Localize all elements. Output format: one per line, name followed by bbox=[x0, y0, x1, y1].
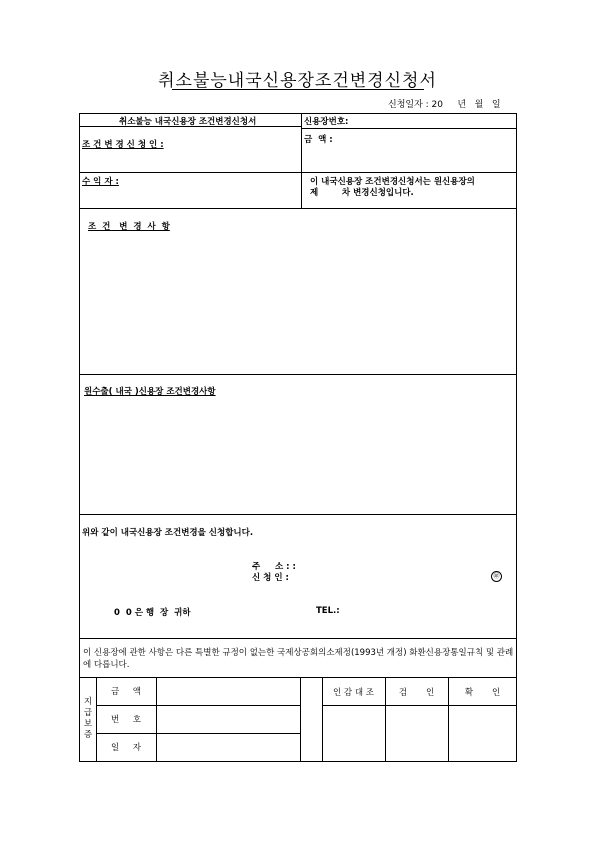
divider bbox=[300, 677, 301, 762]
divider bbox=[301, 128, 517, 129]
divider bbox=[79, 172, 517, 173]
bank-addressee: 0 0 은 행 장 귀하 bbox=[114, 608, 191, 618]
guarantee-date-label: 일 자 bbox=[111, 743, 141, 753]
application-date bbox=[388, 97, 501, 110]
guarantee-number-label: 번 호 bbox=[111, 715, 141, 725]
doc-name-cell: 취소불능 내국신용장 조건변경신청서 bbox=[119, 117, 257, 127]
seal-comparison-header: 인 감 대 조 bbox=[333, 688, 374, 698]
divider bbox=[156, 677, 157, 762]
applicant-label[interactable]: 조 건 변 경 신 청 인 : bbox=[82, 140, 164, 150]
amount-label[interactable]: 금 액 : bbox=[304, 135, 333, 145]
divider bbox=[79, 208, 517, 209]
inspection-header: 검 인 bbox=[398, 688, 435, 698]
lc-number-label[interactable]: 신용장번호: bbox=[304, 117, 349, 127]
divider bbox=[96, 705, 300, 706]
tel-label[interactable]: TEL.: bbox=[316, 606, 340, 616]
divider bbox=[96, 733, 300, 734]
application-date-label: 신청일자 : bbox=[388, 100, 429, 110]
request-statement: 위와 같이 내국신용장 조건변경을 신청합니다. bbox=[82, 528, 254, 538]
footnote: 이 신용장에 관한 사항은 다른 특별한 규정이 없는한 국제상공회의소제정(1993년 개정) 화환신용장통일규칙 및 관례에 다릅니다. bbox=[83, 648, 514, 670]
notice-prefix: 제 bbox=[310, 188, 319, 198]
divider bbox=[79, 374, 517, 375]
signer-label[interactable]: 신 청 인 : bbox=[252, 573, 289, 583]
changes-section-label: 조 건 변 경 사 항 bbox=[88, 222, 170, 232]
divider bbox=[79, 677, 517, 678]
seal-icon: ㊞ bbox=[491, 571, 502, 582]
divider bbox=[322, 705, 517, 706]
beneficiary-label[interactable]: 수 익 자 : bbox=[82, 177, 119, 187]
original-lc-section-label: 원수출( 내국 )신용장 조건변경사항 bbox=[84, 387, 216, 397]
divider bbox=[79, 638, 517, 639]
guarantee-side-label: 지급보증 bbox=[83, 697, 93, 740]
application-date-year[interactable]: 20 bbox=[431, 100, 443, 110]
notice-line1: 이 내국신용장 조건변경신청서는 원신용장의 bbox=[310, 177, 475, 187]
notice-suffix: 차 변경신청입니다. bbox=[341, 188, 414, 198]
divider bbox=[79, 514, 517, 515]
address-label[interactable]: 주 소 : : bbox=[252, 562, 296, 572]
confirmation-header: 확 인 bbox=[464, 688, 501, 698]
notice-line2 bbox=[310, 186, 414, 198]
day-unit: 일 bbox=[491, 100, 501, 110]
year-unit: 년 bbox=[457, 100, 467, 110]
month-unit: 월 bbox=[474, 100, 484, 110]
guarantee-amount-label: 금 액 bbox=[111, 687, 141, 697]
title-underline bbox=[172, 89, 424, 90]
document-title: 취소불능내국신용장조건변경신청서 bbox=[158, 71, 437, 91]
